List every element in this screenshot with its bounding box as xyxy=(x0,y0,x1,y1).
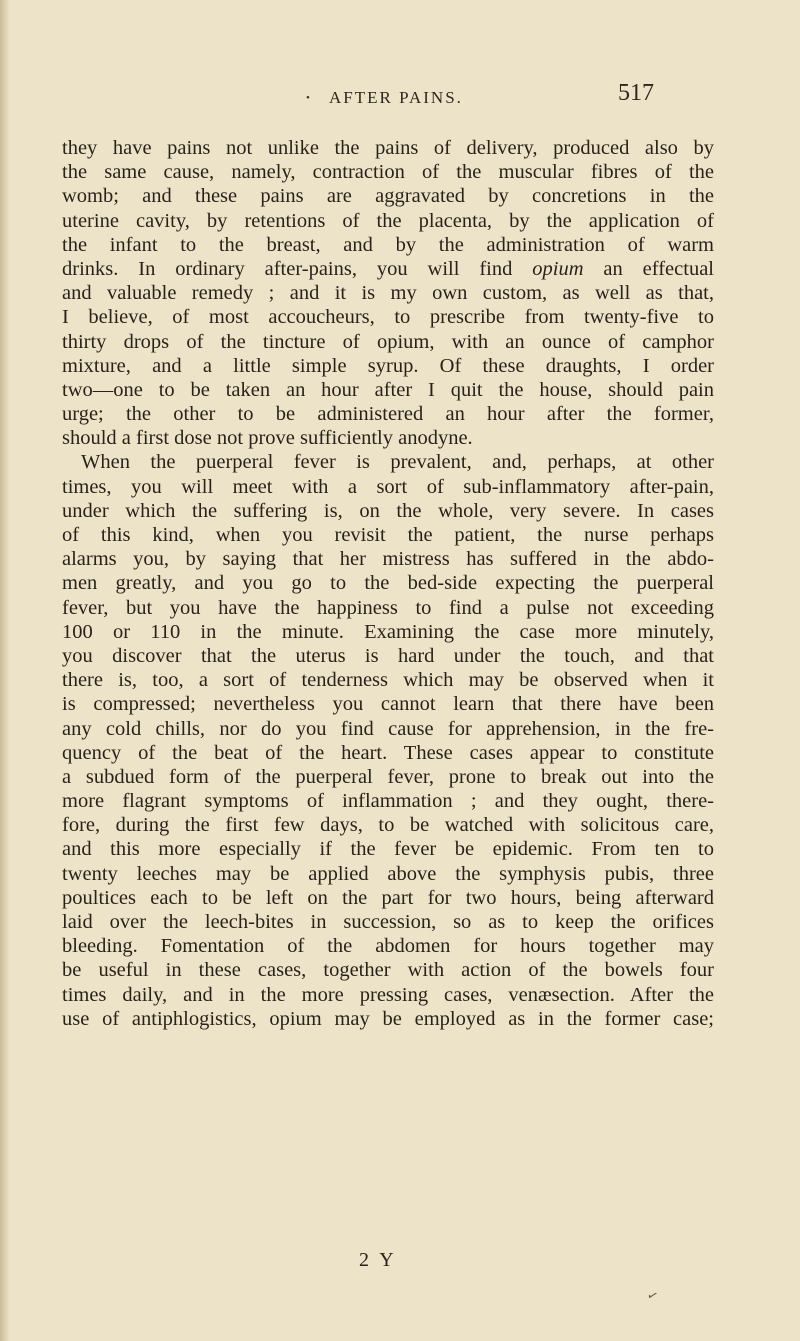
text-line: I believe, of most accoucheurs, to prescribe from twenty-five to xyxy=(62,306,714,329)
text-line: the same cause, namely, contraction of the muscular fibres of the xyxy=(62,161,714,184)
text-line: be useful in these cases, together with action of the bowels four xyxy=(62,959,714,982)
text-line: there is, too, a sort of tenderness which may be observed when it xyxy=(62,669,714,692)
text-line: fore, during the first few days, to be watched with solicitous care, xyxy=(62,814,714,837)
page-header xyxy=(0,78,800,112)
text-line: 100 or 110 in the minute. Examining the case more minutely, xyxy=(62,620,714,643)
text-line: two—one to be taken an hour after I quit the house, should pain xyxy=(62,378,714,401)
text-line: and valuable remedy ; and it is my own custom, as well as that, xyxy=(62,282,714,305)
text-segment: an effectual xyxy=(603,257,714,280)
text-line: bleeding. Fomentation of the abdomen for hours together may xyxy=(62,935,714,958)
running-head: AFTER PAINS. xyxy=(329,88,463,107)
text-line: a subdued form of the puerperal fever, prone to break out into the xyxy=(62,765,714,788)
text-line: laid over the leech-bites in succession, so as to keep the orifices xyxy=(62,911,714,933)
text-line: use of antiphlogistics, opium may be employed as in the former case; xyxy=(62,1007,714,1030)
text-line: alarms you, by saying that her mistress has suffered in the abdo- xyxy=(62,548,714,571)
text-line: uterine cavity, by retentions of the placenta, by the application of xyxy=(62,209,714,232)
text-line: is compressed; nevertheless you cannot learn that there have been xyxy=(62,693,714,716)
text-line: thirty drops of the tincture of opium, with an ounce of camphor xyxy=(62,330,714,353)
text-line: quency of the beat of the heart. These cases appear to constitute xyxy=(62,741,714,764)
text-line: and this more especially if the fever be epidemic. From ten to xyxy=(62,838,714,861)
text-line: of this kind, when you revisit the patient, the nurse perhaps xyxy=(62,524,714,546)
text-line: they have pains not unlike the pains of delivery, produced also by xyxy=(62,137,714,159)
pencil-tick: ✓ xyxy=(644,1286,661,1305)
signature-mark: 2 Y xyxy=(359,1249,397,1271)
page-number: 517 xyxy=(618,80,654,106)
text-line-with-italic xyxy=(62,257,714,281)
text-line: should a first dose not prove sufficiently anodyne. xyxy=(62,427,473,450)
text-line: more flagrant symptoms of inflammation ; and they ought, there- xyxy=(62,790,714,813)
header-mark: • xyxy=(306,92,310,104)
text-line: womb; and these pains are aggravated by concretions in the xyxy=(62,185,714,208)
text-line: urge; the other to be administered an hour after the former, xyxy=(62,403,714,426)
text-line: times, you will meet with a sort of sub-inflammatory after-pain, xyxy=(62,475,714,498)
text-line: When the puerperal fever is prevalent, and, perhaps, at other xyxy=(81,451,714,474)
text-line: men greatly, and you go to the bed-side expecting the puerperal xyxy=(62,572,714,595)
text-line: you discover that the uterus is hard under the touch, and that xyxy=(62,644,714,667)
text-line: poultices each to be left on the part for two hours, being afterward xyxy=(62,886,714,909)
body-text xyxy=(62,136,714,1031)
text-line: twenty leeches may be applied above the symphysis pubis, three xyxy=(62,862,714,885)
page-edge-shadow xyxy=(0,0,10,1341)
text-segment: drinks. In ordinary after-pains, you will find xyxy=(62,257,513,280)
text-line: under which the suffering is, on the whole, very severe. In cases xyxy=(62,499,714,522)
text-line: the infant to the breast, and by the administration of warm xyxy=(62,233,714,256)
text-line: mixture, and a little simple syrup. Of these draughts, I order xyxy=(62,354,714,377)
text-line: times daily, and in the more pressing cases, venæsection. After the xyxy=(62,983,714,1006)
text-line: any cold chills, nor do you find cause for apprehension, in the fre- xyxy=(62,717,714,740)
text-line: fever, but you have the happiness to find a pulse not exceeding xyxy=(62,596,714,619)
italic-opium: opium xyxy=(532,257,584,280)
